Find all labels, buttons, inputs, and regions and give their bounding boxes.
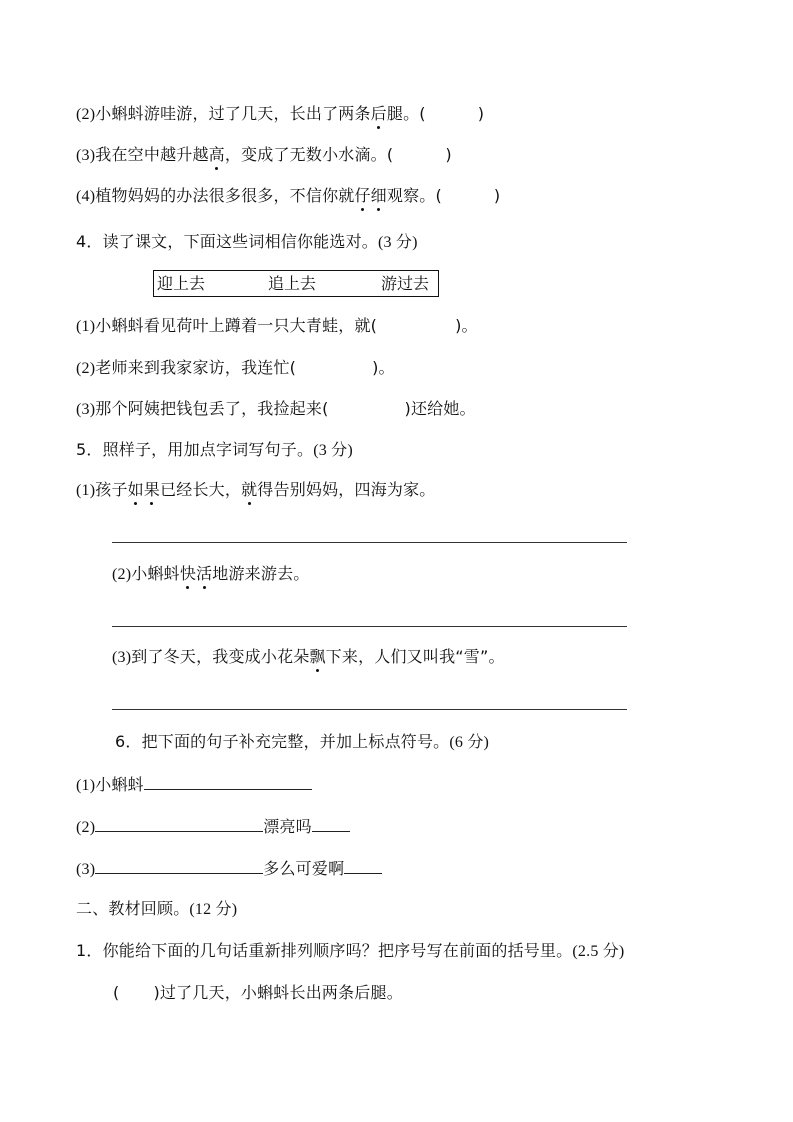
word-option: 追上去 <box>268 274 317 293</box>
item-text: 那个阿姨把钱包丢了，我捡起来( <box>95 399 329 418</box>
item-label: (4) <box>76 188 96 205</box>
item-text: 漂亮吗 <box>263 817 312 836</box>
dotted-char: 飘 <box>309 647 326 666</box>
punctuation-blank[interactable] <box>312 815 350 832</box>
item-label: (1) <box>76 318 96 335</box>
question-title: 6．把下面的句子补充完整，并加上标点符号。 <box>115 732 450 751</box>
item-text: 腿。( <box>386 104 426 123</box>
q3-item-4 <box>76 185 500 208</box>
q6-item-1 <box>76 773 312 797</box>
section-score: (12 分) <box>189 901 238 918</box>
dotted-char: 活 <box>196 564 213 583</box>
section2-q1-item <box>113 982 403 1004</box>
dotted-char: 如 <box>127 480 144 499</box>
item-text: 小蝌蚪看见荷叶上蹲着一只大青蛙，就( <box>95 316 378 335</box>
q4-item-1 <box>76 315 478 338</box>
item-text: 多么可爱啊 <box>263 859 345 878</box>
q3-item-2 <box>76 103 484 126</box>
dotted-char: 果 <box>143 480 161 499</box>
word-option: 迎上去 <box>157 274 206 293</box>
close-paren: ) <box>153 983 160 1002</box>
section2-heading <box>76 898 237 921</box>
item-text: 老师来到我家家访，我连忙( <box>95 358 297 377</box>
item-label: (2) <box>76 360 96 377</box>
item-text: 观察。( <box>386 186 442 205</box>
item-label: (3) <box>112 649 132 666</box>
item-text: 小蝌蚪 <box>95 775 144 794</box>
word-bank <box>153 270 439 297</box>
item-text: )还给她。 <box>404 399 476 418</box>
item-text: 过了几天，小蝌蚪长出两条后腿。 <box>159 983 403 1002</box>
answer-line[interactable] <box>112 626 627 627</box>
question-score: (3 分) <box>313 442 353 459</box>
item-label: (3) <box>76 147 96 164</box>
question-title: 5．照样子，用加点字词写句子。 <box>76 440 314 459</box>
fill-blank[interactable] <box>95 857 263 874</box>
item-text: 小蝌蚪游哇游，过了几天，长出了两条 <box>95 104 371 123</box>
dotted-char: 快 <box>179 564 197 583</box>
item-text: 小蝌蚪 <box>131 564 180 583</box>
item-label: (1) <box>76 777 96 794</box>
fill-blank[interactable] <box>95 815 263 832</box>
item-text: 地游来游去。 <box>212 564 310 583</box>
q3-item-3 <box>76 144 452 167</box>
item-text: 下来，人们又叫我“雪”。 <box>325 647 505 666</box>
q5-item-3 <box>112 646 505 669</box>
answer-line[interactable] <box>112 542 627 543</box>
close-paren: ) <box>445 145 452 164</box>
q5-item-2 <box>112 563 309 586</box>
item-text: 植物妈妈的办法很多很多，不信你就 <box>95 186 355 205</box>
item-label: (2) <box>76 106 96 123</box>
section-title: 二、教材回顾。 <box>76 899 190 918</box>
dotted-char: 就 <box>241 480 258 499</box>
open-paren: ( <box>113 983 120 1002</box>
answer-line[interactable] <box>112 709 627 710</box>
dotted-char: 细 <box>370 186 387 205</box>
item-text: 我在空中越升越 <box>95 145 209 164</box>
question-score: (2.5 分) <box>572 943 625 960</box>
item-label: (1) <box>76 482 96 499</box>
q4-item-2 <box>76 357 395 380</box>
q5-title <box>76 439 353 462</box>
item-text: ，变成了无数小水滴。( <box>224 145 394 164</box>
item-text: 已经长大， <box>160 480 242 499</box>
punctuation-blank[interactable] <box>344 857 382 874</box>
item-label: (2) <box>112 566 132 583</box>
dotted-char: 高 <box>208 145 225 164</box>
question-score: (3 分) <box>377 234 418 251</box>
fill-blank[interactable] <box>144 773 312 790</box>
item-text: )。 <box>372 358 395 377</box>
q4-item-3 <box>76 398 476 421</box>
q6-item-3 <box>76 857 382 881</box>
section2-q1-title <box>76 940 624 963</box>
question-title: 4．读了课文，下面这些词相信你能选对。 <box>76 232 378 251</box>
close-paren: ) <box>493 186 501 205</box>
item-text: 孩子 <box>95 480 128 499</box>
item-label: (3) <box>76 861 96 878</box>
item-text: 得告别妈妈，四海为家。 <box>257 480 436 499</box>
item-label: (2) <box>76 819 96 836</box>
q6-title <box>115 731 489 754</box>
word-option: 游过去 <box>381 274 430 293</box>
question-score: (6 分) <box>449 734 490 751</box>
q4-title <box>76 231 418 254</box>
q5-item-1 <box>76 479 436 502</box>
question-title: 1．你能给下面的几句话重新排列顺序吗？把序号写在前面的括号里。 <box>76 941 573 960</box>
item-text: 到了冬天，我变成小花朵 <box>131 647 310 666</box>
item-label: (3) <box>76 401 96 418</box>
item-text: )。 <box>455 316 478 335</box>
dotted-char: 后 <box>370 104 387 123</box>
dotted-char: 仔 <box>354 186 371 205</box>
q6-item-2 <box>76 815 350 839</box>
close-paren: ) <box>477 104 485 123</box>
